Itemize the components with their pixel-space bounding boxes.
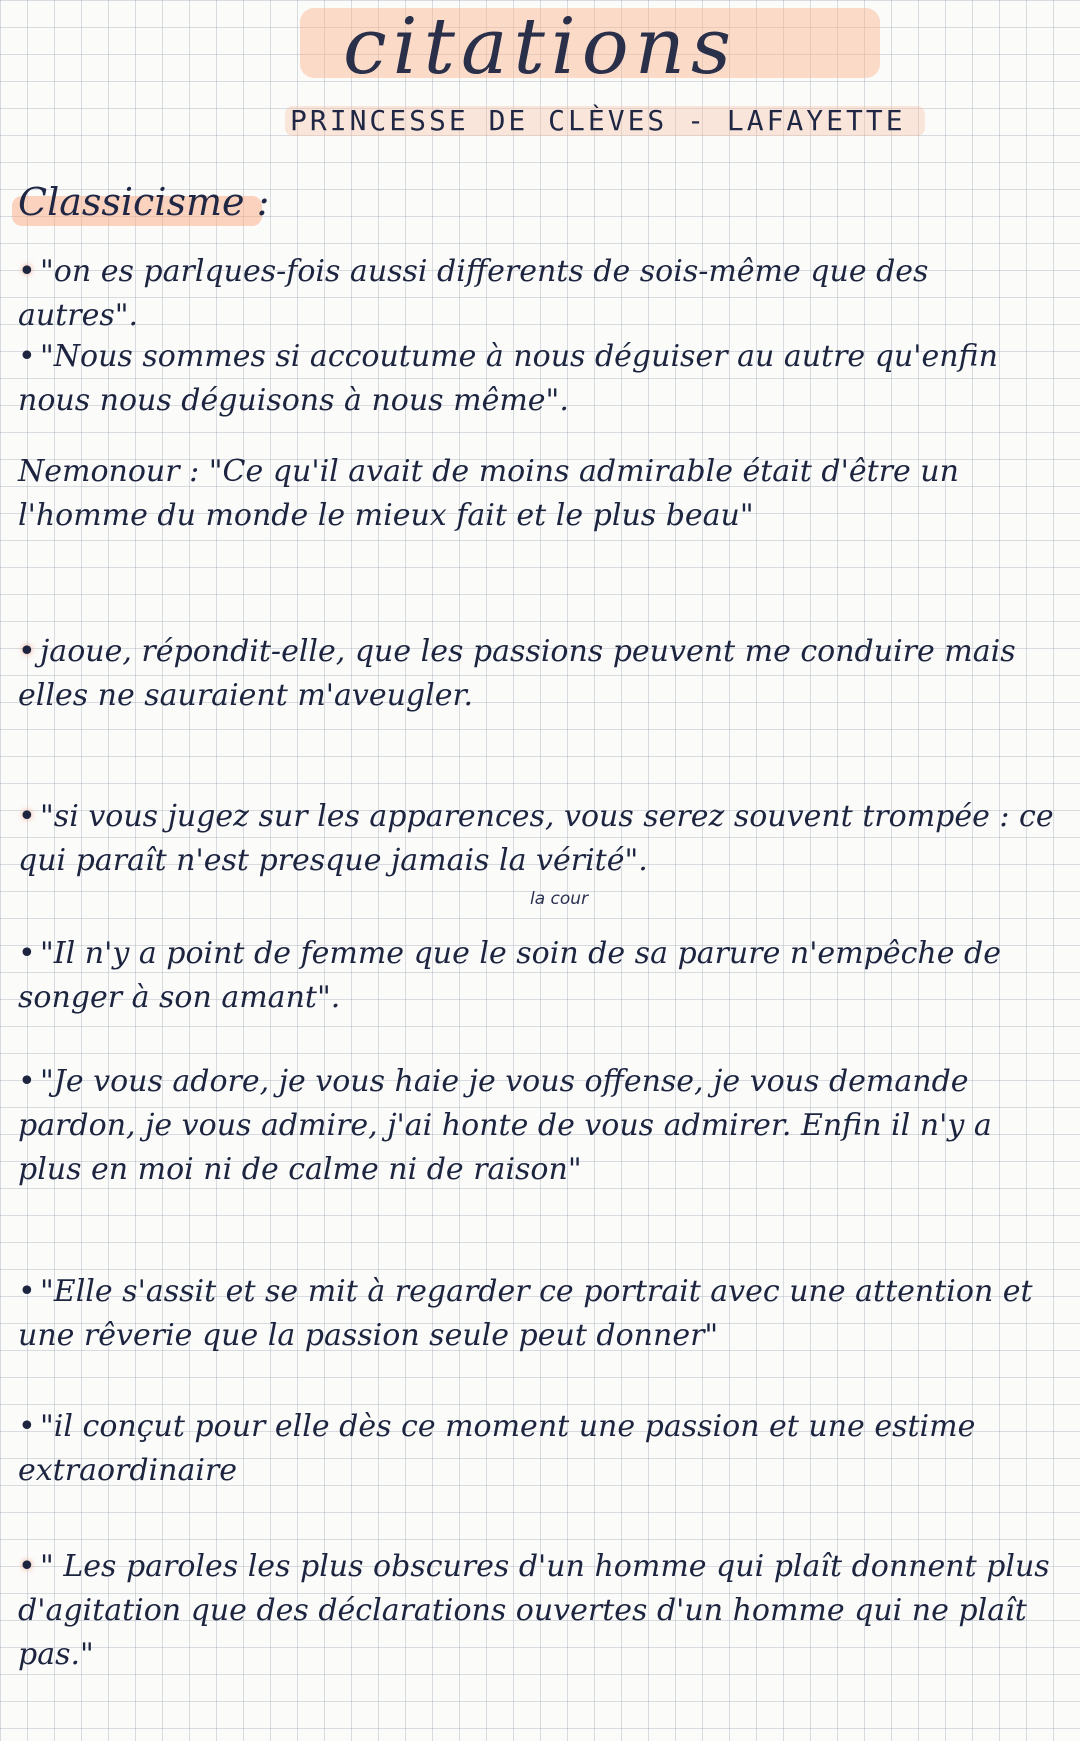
quote-item <box>18 335 1058 423</box>
quote-label: Nemonour : <box>18 454 200 489</box>
quote-text: " Les paroles les plus obscures d'un homme qui plaît donnent plus d'agitation que des déclarations ouvertes d'un homme qui ne plaît pas." <box>18 1549 1050 1672</box>
quote-text: "Ce qu'il avait de moins admirable était d'être un l'homme du monde le mieux fait et le plus beau" <box>18 454 959 533</box>
title-area <box>0 0 1080 100</box>
quote-item <box>18 1060 1058 1192</box>
quote-item <box>18 450 1058 538</box>
quote-text: "Il n'y a point de femme que le soin de sa parure n'empêche de songer à son amant". <box>18 936 1001 1015</box>
quote-text: "Elle s'assit et se mit à regarder ce portrait avec une attention et une rêverie que la passion seule peut donner" <box>18 1274 1033 1353</box>
quote-item <box>18 795 1058 883</box>
quote-item <box>18 1270 1058 1358</box>
quote-item <box>18 932 1058 1020</box>
bullet-icon <box>18 250 40 294</box>
quote-text: "Nous sommes si accoutume à nous déguiser au autre qu'enfin nous nous déguisons à nous même". <box>18 339 998 418</box>
quote-item <box>18 250 1058 338</box>
bullet-icon <box>18 932 40 976</box>
section-title: Classicisme : <box>18 180 270 224</box>
bullet-icon <box>18 1270 40 1314</box>
bullet-icon <box>18 335 40 379</box>
quote-text: "si vous jugez sur les apparences, vous serez souvent trompée : ce qui paraît n'est presque jamais la vérité". <box>18 799 1054 878</box>
bullet-icon <box>18 630 40 674</box>
quote-text: "Je vous adore, je vous haie je vous offense, je vous demande pardon, je vous admire, j'ai honte de vous admirer. Enfin il n'y a plus en moi ni de calme ni de raison" <box>18 1064 992 1187</box>
page-subtitle: PRINCESSE DE CLÈVES - LAFAYETTE <box>290 104 906 137</box>
bullet-icon <box>18 1545 40 1589</box>
margin-note: la cour <box>530 889 589 909</box>
quote-item <box>18 1405 1058 1493</box>
quote-text: "il conçut pour elle dès ce moment une passion et une estime extraordinaire <box>18 1409 976 1488</box>
quote-item <box>18 630 1058 718</box>
bullet-icon <box>18 795 40 839</box>
quote-text: "on es parlques-fois aussi differents de sois-même que des autres". <box>18 254 929 333</box>
bullet-icon <box>18 1405 40 1449</box>
quote-text: jaoue, répondit-elle, que les passions peuvent me conduire mais elles ne sauraient m'aveugler. <box>18 634 1016 713</box>
bullet-icon <box>18 1060 40 1104</box>
page-title: citations <box>343 2 737 92</box>
quote-item <box>18 1545 1058 1677</box>
